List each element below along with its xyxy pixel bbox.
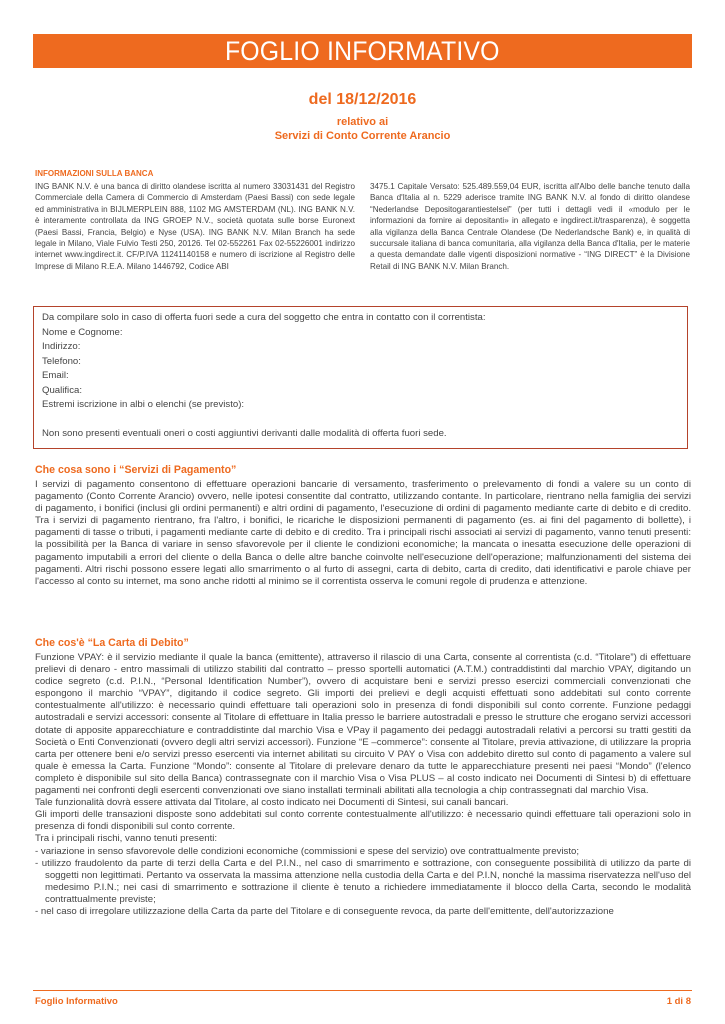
- section-debit-card-text: [35, 652, 691, 918]
- bank-info-right-column: 3475.1 Capitale Versato: 525.489.559,04 EUR, iscritta all'Albo delle banche tenuto dalla Banca d'Italia al n. 5229 aderisce tramite ING BANK N.V. al fondo di diritto olandese “Nederlandse Depositogarantiestelsel” (per tutti i dettagli vedi il «modulo per le informazioni da fornire ai depositanti» in allegato e ingdirect.it/trasparenza), è soggetta alla vigilanza della Banca Centrale Olandese (De Nederlandsche Bank) e, in qualità di succursale italiana di banca comunitaria, alla vigilanza della Banca d'Italia, per le materie a questa demandate dalle vigenti disposizioni normative - “ING DIRECT” è la Divisione Retail di ING BANK N.V. Milan Branch.: [370, 182, 690, 271]
- section-payment-services-text: [35, 479, 691, 588]
- footer-page-number: 1 di 8: [666, 996, 691, 1007]
- debit-card-paragraph-3: Gli importi delle transazioni disposte sono addebitati sul conto corrente contestualmente all'utilizzo: è necessario quindi effettuare tali operazioni solo in presenza di fondi disponibili sul conto corrente.: [35, 809, 691, 833]
- field-address: Indirizzo:: [42, 341, 81, 352]
- field-registration: Estremi iscrizione in albi o elenchi (se previsto):: [42, 399, 245, 410]
- list-item: - utilizzo fraudolento da parte di terzi della Carta e del P.I.N., nel caso di smarrimento e sottrazione, con conseguente possibilità di utilizzo da parte di soggetti non legittimati. Pertanto va osservata la massima attenzione nella custodia della Carta e del P.I.N, nonché la massima riservatezza nell'uso del medesimo P.I.N.; nei casi di smarrimento e sottrazione il cliente è tenuto a richiedere immediatamente il blocco della Carta, secondo le modalità contrattualmente previste;: [35, 857, 691, 905]
- risk-list: [35, 846, 691, 919]
- bank-info-left-column: ING BANK N.V. è una banca di diritto olandese iscritta al numero 33031431 del Registro Commerciale della Camera di Commercio di Amsterdam (Paesi Bassi) con sede legale ed amministrativa in BIJLMERPLEIN 888, 1102 MG AMSTERDAM (NL). ING BANK N.V. è interamente controllata da ING GROEP N.V., società quotata sulle borse Euronext (Paesi Bassi, Francia, Belgio) e Nyse (USA). ING BANK N.V. Milan Branch ha sede legale in Milano, Viale Fulvio Testi 250, 20126. Tel 02-552261 Fax 02-55226001 indirizzo internet www.ingdirect.it. CF/P.IVA 11241140158 e numero di iscrizione al Registro delle Imprese di Milano R.E.A. Milano 1446792, Codice ABI: [35, 182, 355, 271]
- field-email: Email:: [42, 370, 69, 381]
- field-name: Nome e Cognome:: [42, 326, 123, 338]
- bank-info-heading: INFORMAZIONI SULLA BANCA: [35, 169, 154, 178]
- section-debit-card-heading: Che cos'è “La Carta di Debito”: [35, 637, 189, 649]
- document-date: del 18/12/2016: [308, 91, 417, 108]
- footer-document-name: Foglio Informativo: [35, 996, 118, 1007]
- list-item: - variazione in senso sfavorevole delle condizioni economiche (commissioni e spese del servizio) ove contrattualmente previsto;: [35, 845, 580, 857]
- debit-card-paragraph-1: Funzione VPAY: è il servizio mediante il quale la banca (emittente), attraverso il rilascio di una Carta, consente al correntista (c.d. “Titolare”) di effettuare prelievi di denaro - entro massimali di utilizzo stabiliti dal contratto – presso sportelli automatici (A.T.M.) contraddistinti dal marchio VPAY, digitando un codice segreto (c.d. P.I.N., “Personal Identification Number”), ovvero di acquistare beni e servizi presso esercizi commerciali convenzionati che espongono il marchio “VPAY”, digitando il codice segreto. Gli importi dei prelievi e degli acquisti effettuati sono addebitati sul conto corrente contestualmente all'utilizzo: è necessario quindi effettuare tali operazioni solo in presenza di fondi disponibili sul conto corrente. Funzione pedaggi autostradali e servizi accessori: consente al Titolare di effettuare in Italia presso le barriere autostradali e presso le strutture che erogano servizi accessori dotate di apposite apparecchiature e contraddistinte dal marchio Visa e VPay il pagamento dei pedaggi autostradali relativi a percorsi su tratti gestiti da Società o Enti Convenzionati (ovvero degli altri servizi accessori). Funzione “E –commerce”: consente al Titolare, previa attivazione, di utilizzare la propria carta per ottenere beni e/o servizi presso esercenti via internet abilitati su circuito V PAY o Visa con addebito diretto sul conto di pagamento a valere sul quale è emessa la Carta. Funzione “Mondo”: consente al Titolare di prelevare denaro da tutte le apparecchiature presenti nei paesi “Mondo” (l'elenco completo è disponibile sul sito della Banca) contrassegnate con il marchio Visa o Visa PLUS – al costo indicato nei Documenti di Sintesi b) di effettuare pagamenti nei confronti degli esercenti convenzionati ove siano installati terminali abilitati alla tecnologia a chip contrassegnati dal marchio Visa.: [35, 652, 691, 797]
- field-qualifica: Qualifica:: [42, 384, 82, 396]
- title-banner: [33, 34, 692, 68]
- list-item: - nel caso di irregolare utilizzazione della Carta da parte del Titolare e di conseguente revoca, da parte dell'emittente, dell'autorizzazione: [35, 905, 614, 917]
- debit-card-paragraph-4: Tra i principali rischi, vanno tenuti presenti:: [35, 833, 218, 845]
- offsite-intro: Da compilare solo in caso di offerta fuori sede a cura del soggetto che entra in contatto con il correntista:: [42, 312, 486, 323]
- subtitle-relativo: relativo ai: [336, 116, 389, 128]
- debit-card-paragraph-2: Tale funzionalità dovrà essere attivata dal Titolare, al costo indicato nei Documenti di Sintesi, sui canali bancari.: [35, 797, 509, 809]
- subtitle-service: Servizi di Conto Corrente Arancio: [274, 130, 451, 142]
- offsite-note: Non sono presenti eventuali oneri o costi aggiuntivi derivanti dalle modalità di offerta fuori sede.: [42, 427, 447, 439]
- section-payment-services-heading: Che cosa sono i “Servizi di Pagamento”: [35, 464, 237, 476]
- page-title: FOGLIO INFORMATIVO: [225, 36, 500, 66]
- field-phone: Telefono:: [42, 355, 81, 367]
- payment-services-paragraph: I servizi di pagamento consentono di effettuare operazioni bancarie di versamento, trasferimento o prelevamento di fondi a valere su un conto di pagamento (Conto Corrente Arancio) ovvero, nelle ipotesi consentite dal contratto, utilizzando contante. In particolare, rientrano nella famiglia dei servizi di pagamento, i bonifici (inclusi gli ordini permanenti) e altri ordini di pagamento, l'esecuzione di ordini di pagamento mediante carte di debito e di credito. Tra i servizi di pagamento rientrano, fra l'altro, i bonifici, le ricariche le disposizioni permanenti di pagamento (es. ai fini del pagamento di bollette), i pagamenti di tasse o tributi, i pagamenti mediante carte di debito e di credito. Tra i principali rischi associati ai servizi di pagamento, vanno tenuti presenti: la possibilità per la Banca di variare in senso sfavorevole per il cliente le condizioni economiche; la mancata o inesatta esecuzione delle operazioni di pagamento imputabili a errori del cliente o della Banca o delle altre banche coinvolte nell'esecuzione dell'operazione; malfunzionamenti del sistema dei pagamenti. Altri rischi possono essere legati allo smarrimento o al furto di assegni, carta di debito, carta di credito, dati identificativi e parole chiave per l'accesso al conto su internet, ma sono anche ridotti al minimo se il correntista osserva le comuni regole di prudenza e attenzione.: [35, 479, 691, 587]
- footer-divider: [33, 990, 692, 991]
- offsite-offer-box: [33, 306, 688, 449]
